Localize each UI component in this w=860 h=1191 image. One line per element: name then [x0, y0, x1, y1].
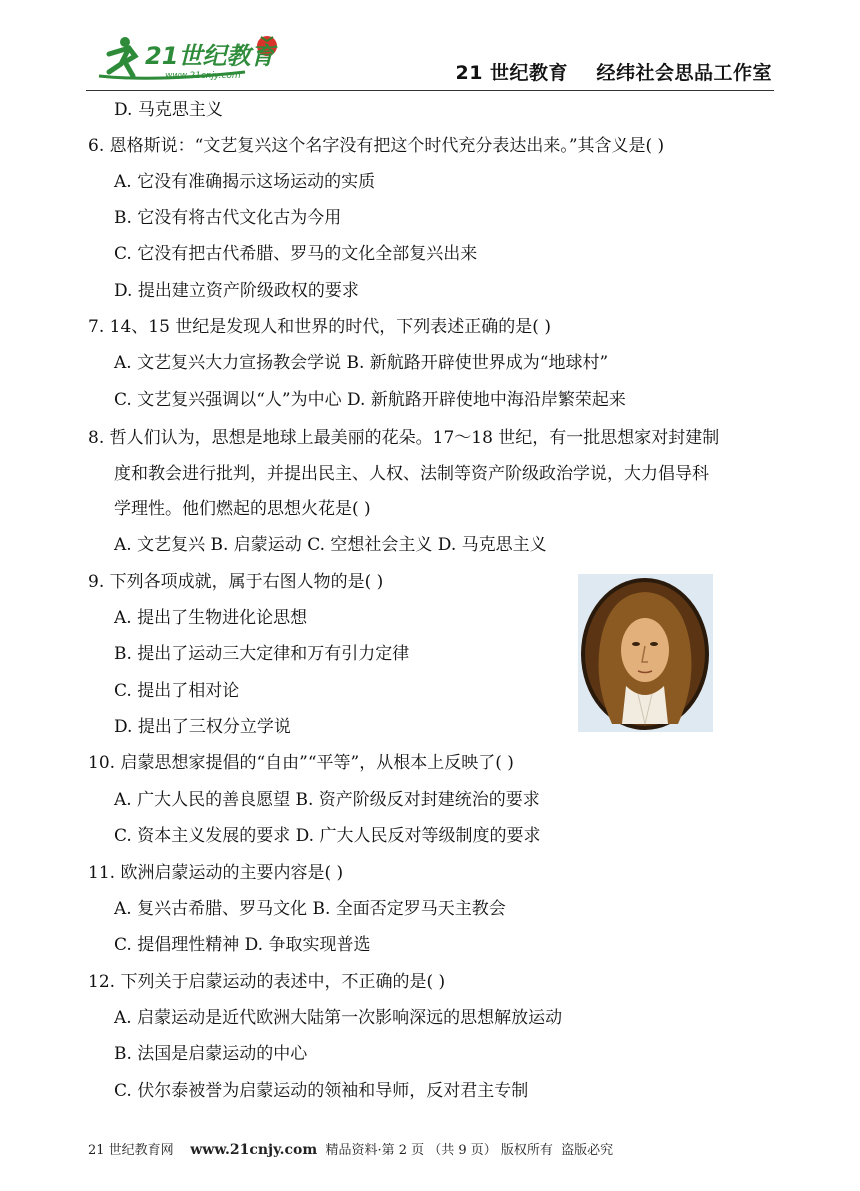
page-footer	[88, 1139, 613, 1158]
option-line: C. 提倡理性精神 D. 争取实现普选	[114, 935, 371, 955]
question-6: 6. 恩格斯说：“文艺复兴这个名字没有把这个时代充分表达出来。”其含义是( )	[88, 136, 665, 156]
option-line: A. 它没有准确揭示这场运动的实质	[114, 172, 376, 192]
site-logo	[95, 32, 295, 84]
option-line: A. 文艺复兴大力宣扬教会学说 B. 新航路开辟使世界成为“地球村”	[114, 353, 609, 373]
option-line: A. 提出了生物进化论思想	[114, 608, 308, 628]
footer-site: 21 世纪教育网	[88, 1143, 174, 1158]
question-11: 11. 欧洲启蒙运动的主要内容是( )	[88, 863, 344, 883]
question-7: 7. 14、15 世纪是发现人和世界的时代，下列表述正确的是( )	[88, 317, 551, 337]
text-line: 学理性。他们燃起的思想火花是( )	[114, 499, 371, 519]
footer-url: www.21cnjy.com	[190, 1142, 318, 1158]
question-12: 12. 下列关于启蒙运动的表述中，不正确的是( )	[88, 972, 446, 992]
header-divider	[86, 90, 774, 91]
text-line: D. 马克思主义	[114, 100, 223, 120]
option-line: A. 复兴古希腊、罗马文化 B. 全面否定罗马天主教会	[114, 899, 506, 919]
footer-info: 精品资料·第 2 页 （共 9 页） 版权所有 盗版必究	[325, 1143, 614, 1158]
option-line: D. 提出建立资产阶级政权的要求	[114, 281, 359, 301]
option-line: B. 提出了运动三大定律和万有引力定律	[114, 644, 410, 664]
option-line: D. 提出了三权分立学说	[114, 717, 291, 737]
option-line: B. 它没有将古代文化古为今用	[114, 208, 342, 228]
option-line: C. 伏尔泰被誉为启蒙运动的领袖和导师，反对君主专制	[114, 1081, 529, 1101]
question-8: 8. 哲人们认为，思想是地球上最美丽的花朵。17～18 世纪，有一批思想家对封建制	[88, 428, 720, 448]
question-9: 9. 下列各项成就，属于右图人物的是( )	[88, 572, 384, 592]
header-title: 21 世纪教育 经纬社会思品工作室	[455, 62, 772, 84]
option-line: C. 提出了相对论	[114, 681, 240, 701]
text-line: 度和教会进行批判，并提出民主、人权、法制等资产阶级政治学说，大力倡导科	[114, 464, 709, 484]
portrait-image	[578, 574, 713, 732]
option-line: C. 文艺复兴强调以“人”为中心 D. 新航路开辟使地中海沿岸繁荣起来	[114, 390, 626, 410]
option-line: B. 法国是启蒙运动的中心	[114, 1044, 308, 1064]
logo-text: 21世纪教育	[145, 42, 275, 70]
option-line: C. 资本主义发展的要求 D. 广大人民反对等级制度的要求	[114, 826, 541, 846]
option-line: C. 它没有把古代希腊、罗马的文化全部复兴出来	[114, 244, 478, 264]
option-line: A. 广大人民的善良愿望 B. 资产阶级反对封建统治的要求	[114, 790, 540, 810]
page-header	[0, 0, 860, 92]
option-line: A. 启蒙运动是近代欧洲大陆第一次影响深远的思想解放运动	[114, 1008, 563, 1028]
logo-url: www.21cnjy.com	[165, 71, 241, 81]
question-10: 10. 启蒙思想家提倡的“自由”“平等”，从根本上反映了( )	[88, 753, 514, 773]
option-line: A. 文艺复兴 B. 启蒙运动 C. 空想社会主义 D. 马克思主义	[114, 535, 547, 555]
